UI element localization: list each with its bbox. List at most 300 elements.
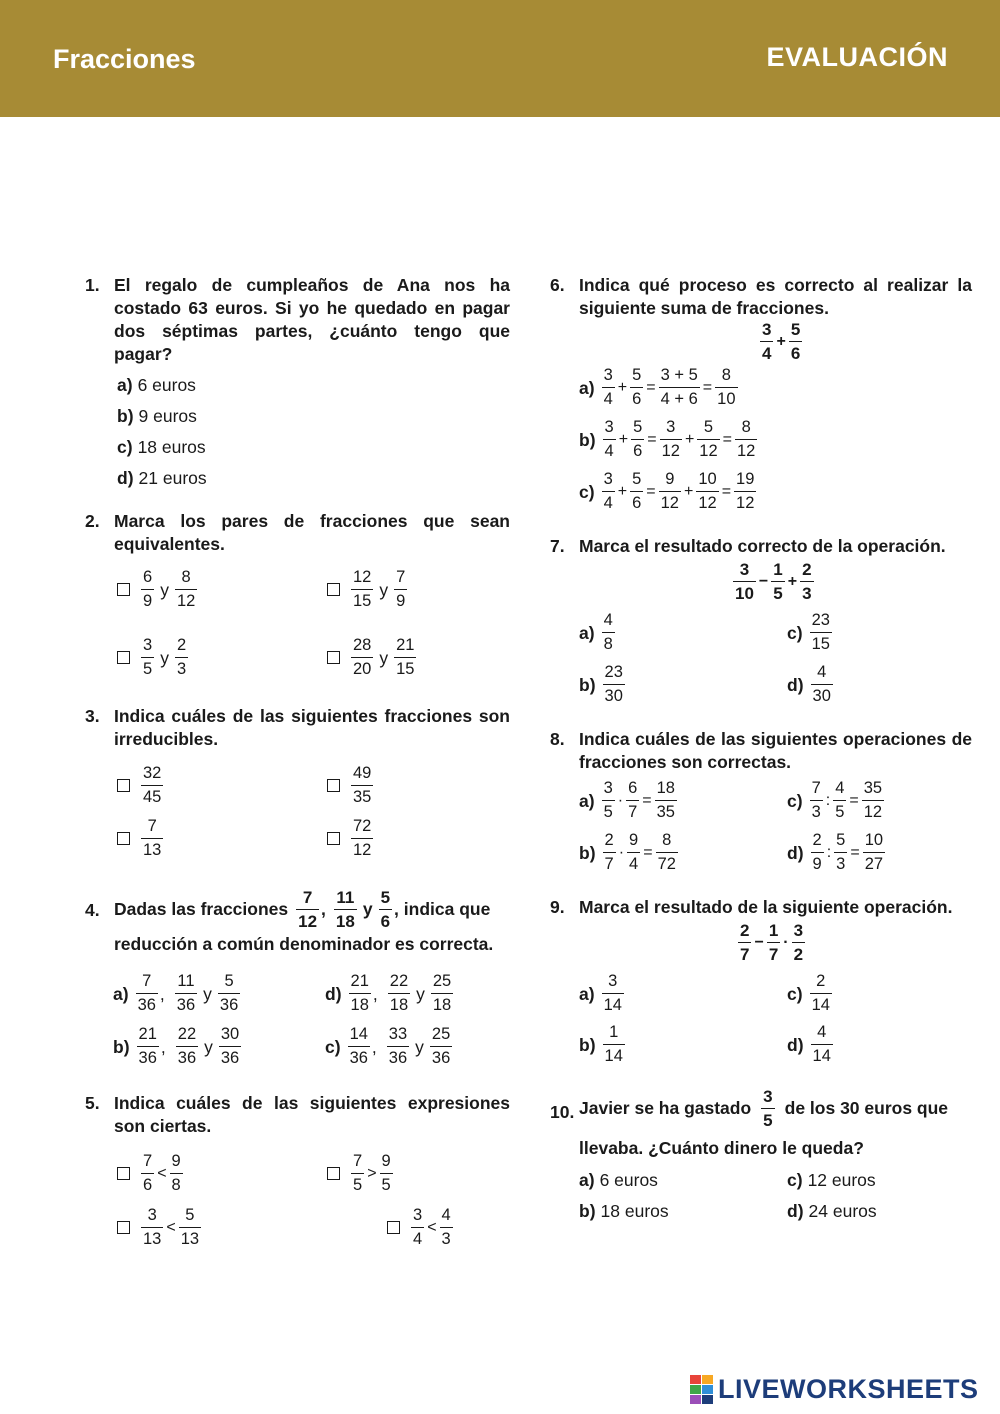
checkbox[interactable]: [327, 832, 340, 845]
denominator: 12: [698, 494, 717, 512]
option-text: 24 euros: [808, 1201, 877, 1221]
fraction-bar: [696, 491, 718, 492]
denominator: 13: [180, 1230, 200, 1248]
q1-option[interactable]: [117, 436, 206, 458]
conjunction: y: [204, 1036, 213, 1057]
numerator: 8: [662, 831, 672, 849]
numerator: 21: [396, 636, 415, 654]
logo-text: LIVEWORKSHEETS: [718, 1373, 979, 1404]
denominator: 36: [388, 1049, 408, 1067]
fraction-bar: [411, 1227, 424, 1228]
numerator: 5: [185, 1206, 195, 1224]
fraction-bar: [141, 657, 154, 658]
q10-option[interactable]: [787, 1200, 877, 1222]
numerator: 49: [353, 764, 372, 782]
operator: =: [647, 430, 657, 448]
question-number: 7.: [550, 536, 565, 556]
denominator: 2: [793, 945, 804, 964]
fraction-bar: [141, 838, 163, 839]
option-label: c): [579, 481, 595, 502]
fraction-bar: [141, 785, 163, 786]
fraction: [800, 560, 813, 603]
numerator: 3: [603, 366, 613, 384]
denominator: 6: [380, 912, 391, 931]
operator: >: [367, 1164, 377, 1182]
option-text: 18 euros: [600, 1201, 669, 1221]
fraction-bar: [660, 439, 682, 440]
question-text: Marca los pares de fracciones que sean equivalentes.: [114, 511, 510, 554]
checkbox[interactable]: [327, 779, 340, 792]
fraction: [792, 921, 805, 964]
q3-option[interactable]: [327, 764, 375, 807]
denominator: 18: [389, 996, 409, 1014]
q10-option[interactable]: [787, 1169, 876, 1191]
checkbox[interactable]: [117, 651, 130, 664]
q2-option[interactable]: [327, 636, 418, 679]
option-label: d): [117, 468, 134, 488]
option-label: d): [787, 1034, 804, 1055]
option-text: 21 euros: [138, 468, 207, 488]
checkbox[interactable]: [327, 583, 340, 596]
fraction: [394, 636, 416, 679]
fraction-bar: [296, 909, 319, 910]
operator: :: [825, 791, 831, 809]
q5-option[interactable]: [117, 1152, 185, 1195]
denominator: 4: [603, 390, 613, 408]
numerator: 2: [176, 636, 187, 654]
q8-option[interactable]: [787, 831, 887, 874]
option-label: b): [117, 406, 134, 426]
question-text: Indica cuáles de las siguientes fracciones son irreducibles.: [114, 706, 510, 749]
q5-option[interactable]: [327, 1152, 395, 1195]
option-label: c): [787, 622, 803, 643]
fraction: [602, 611, 615, 654]
q7-option[interactable]: [787, 611, 834, 654]
fraction: [137, 1025, 159, 1068]
q4-option[interactable]: [113, 972, 242, 1015]
question-number: 8.: [550, 729, 565, 749]
fraction: [394, 568, 407, 611]
fraction-bar: [833, 800, 846, 801]
fraction-bar: [715, 387, 737, 388]
numerator: 18: [656, 779, 675, 797]
numerator: 9: [381, 1152, 391, 1170]
option-label: d): [787, 1201, 804, 1221]
numerator: 5: [224, 972, 234, 990]
numerator: 25: [431, 1025, 451, 1043]
denominator: 36: [431, 1049, 451, 1067]
q8-option[interactable]: [787, 779, 886, 822]
numerator: 3: [793, 921, 804, 940]
option-label: a): [579, 790, 595, 811]
operator: :: [826, 843, 832, 861]
operator: −: [754, 933, 764, 951]
fraction-bar: [733, 581, 756, 582]
fraction-bar: [430, 1046, 452, 1047]
fraction: [175, 636, 188, 679]
fraction: [351, 817, 373, 860]
denominator: 36: [349, 1049, 368, 1067]
numerator: 1: [609, 1023, 619, 1041]
option-text: 6 euros: [137, 375, 196, 395]
q4-option[interactable]: [325, 972, 455, 1015]
fraction-bar: [394, 657, 416, 658]
fraction-bar: [602, 491, 615, 492]
question-number: 4.: [85, 900, 100, 920]
option-label: d): [787, 842, 804, 863]
checkbox[interactable]: [117, 779, 130, 792]
denominator: 35: [353, 788, 372, 806]
q3-option[interactable]: [117, 817, 165, 860]
question-number: 9.: [550, 897, 565, 917]
fraction-bar: [351, 1173, 364, 1174]
q9-option[interactable]: [787, 972, 834, 1015]
fraction: [810, 972, 832, 1015]
checkbox[interactable]: [117, 583, 130, 596]
fraction-bar: [810, 800, 823, 801]
denominator: 12: [699, 442, 718, 460]
q10-option[interactable]: [579, 1169, 658, 1191]
denominator: 18: [335, 912, 355, 931]
option-text: 18 euros: [137, 437, 206, 457]
logo-tile: [702, 1385, 713, 1394]
question-number: 3.: [85, 706, 100, 726]
question-text: Indica qué proceso es correcto al realizar la siguiente suma de fracciones.: [579, 275, 972, 318]
numerator: 4: [603, 611, 613, 629]
option-label: c): [325, 1036, 341, 1057]
option-label: d): [325, 983, 342, 1004]
fraction-bar: [631, 439, 644, 440]
numerator: 3: [147, 1206, 157, 1224]
fraction-bar: [603, 852, 616, 853]
numerator: 3: [413, 1206, 423, 1224]
fraction-bar: [349, 993, 371, 994]
numerator: 4: [441, 1206, 451, 1224]
fraction-bar: [697, 439, 719, 440]
q2-option[interactable]: [117, 636, 190, 679]
q8-option[interactable]: [579, 779, 679, 822]
numerator: 9: [629, 831, 639, 849]
fraction: [630, 470, 643, 513]
question-text: Marca el resultado de la siguiente operación.: [579, 897, 953, 917]
fraction: [767, 921, 780, 964]
fraction-bar: [394, 589, 407, 590]
numerator: 5: [790, 320, 801, 339]
q6-option-b[interactable]: [579, 418, 759, 461]
fraction: [179, 1206, 201, 1249]
operator: <: [166, 1218, 176, 1236]
fraction-bar: [141, 1173, 154, 1174]
denominator: 4 + 6: [660, 390, 698, 408]
operator: =: [646, 482, 656, 500]
fraction-bar: [735, 439, 757, 440]
fraction-bar: [659, 387, 700, 388]
conjunction: y: [415, 1036, 424, 1057]
numerator: 9: [171, 1152, 181, 1170]
numerator: 5: [632, 470, 642, 488]
q4-line1: [114, 888, 490, 931]
fraction-bar: [387, 1046, 409, 1047]
fraction-bar: [388, 993, 410, 994]
fraction-bar: [176, 1046, 198, 1047]
numerator: 3: [143, 636, 153, 654]
denominator: 15: [811, 635, 830, 653]
q9-option[interactable]: [787, 1023, 835, 1066]
denominator: 15: [353, 592, 372, 610]
numerator: 35: [863, 779, 883, 797]
checkbox[interactable]: [117, 1221, 130, 1234]
denominator: 36: [137, 996, 156, 1014]
fraction: [440, 1206, 453, 1249]
fraction: [351, 1152, 364, 1195]
question-text: Indica cuáles de las siguientes operaciones de fracciones son correctas.: [579, 729, 972, 772]
denominator: 13: [143, 841, 162, 859]
fraction-bar: [811, 852, 824, 853]
fraction-bar: [602, 632, 615, 633]
fraction-bar: [811, 684, 833, 685]
option-label: a): [579, 622, 595, 643]
denominator: 7: [628, 803, 638, 821]
numerator: 5: [633, 418, 643, 436]
denominator: 6: [632, 494, 642, 512]
fraction: [430, 1025, 452, 1068]
fraction-bar: [602, 800, 615, 801]
denominator: 14: [603, 996, 622, 1014]
conjunction: y: [379, 579, 389, 600]
q8-option[interactable]: [579, 831, 680, 874]
question-text: El regalo de cumpleaños de Ana nos ha costado 63 euros. Si yo he quedado en pagar dos séptimas partes, ¿cuánto tengo que pagar?: [114, 275, 510, 364]
numerator: 6: [628, 779, 638, 797]
operator: +: [618, 430, 629, 448]
denominator: 14: [811, 996, 830, 1014]
denominator: 10: [735, 584, 754, 603]
checkbox[interactable]: [117, 1167, 130, 1180]
denominator: 36: [176, 996, 196, 1014]
denominator: 14: [604, 1047, 623, 1065]
denominator: 7: [604, 855, 614, 873]
operator: ·: [618, 843, 625, 861]
numerator: 7: [147, 817, 157, 835]
fraction-bar: [219, 1046, 241, 1047]
fraction: [735, 418, 757, 461]
denominator: 5: [381, 1176, 391, 1194]
fraction-bar: [380, 1173, 393, 1174]
q4-option[interactable]: [325, 1025, 454, 1068]
q6-option-c[interactable]: [579, 470, 758, 513]
fraction-bar: [734, 491, 756, 492]
fraction-bar: [630, 387, 643, 388]
denominator: 8: [171, 1176, 181, 1194]
denominator: 14: [812, 1047, 831, 1065]
numerator: 4: [817, 663, 827, 681]
q9-option[interactable]: [579, 972, 626, 1015]
numerator: 33: [388, 1025, 408, 1043]
numerator: 12: [353, 568, 372, 586]
numerator: 5: [703, 418, 714, 436]
fraction: [833, 779, 846, 822]
fraction: [771, 560, 784, 603]
q7-option[interactable]: [579, 663, 627, 706]
option-label: c): [117, 437, 133, 457]
fraction-bar: [655, 800, 677, 801]
fraction: [218, 972, 240, 1015]
numerator: 7: [302, 888, 313, 907]
denominator: 4: [603, 494, 613, 512]
question-text: Javier se ha gastado: [579, 1098, 752, 1118]
fraction-bar: [170, 1173, 183, 1174]
denominator: 4: [604, 442, 614, 460]
numerator: 1: [768, 921, 779, 940]
comma: ,: [371, 1036, 377, 1057]
fraction: [603, 831, 616, 874]
operator: +: [684, 430, 695, 448]
option-label: a): [579, 983, 595, 1004]
fraction-bar: [141, 1227, 163, 1228]
q3-option[interactable]: [117, 764, 165, 807]
numerator: 3: [608, 972, 618, 990]
numerator: 30: [220, 1025, 240, 1043]
denominator: 36: [177, 1049, 197, 1067]
fraction-bar: [627, 852, 640, 853]
checkbox[interactable]: [387, 1221, 400, 1234]
q10-option[interactable]: [579, 1200, 669, 1222]
q1-option[interactable]: [117, 405, 197, 427]
question-text-line2: llevaba. ¿Cuánto dinero le queda?: [579, 1138, 864, 1158]
fraction: [170, 1152, 183, 1195]
denominator: 3: [176, 660, 187, 678]
operator: =: [721, 482, 732, 500]
fraction-bar: [175, 993, 197, 994]
numerator: 5: [632, 366, 642, 384]
denominator: 12: [660, 494, 679, 512]
option-text: 6 euros: [599, 1170, 658, 1190]
fraction: [811, 1023, 833, 1066]
denominator: 12: [737, 442, 756, 460]
q5-option[interactable]: [387, 1206, 455, 1249]
fraction: [789, 320, 802, 363]
fraction-bar: [137, 1046, 159, 1047]
denominator: 18: [432, 996, 452, 1014]
fraction: [862, 779, 884, 822]
operator: +: [683, 482, 694, 500]
q9-option[interactable]: [579, 1023, 627, 1066]
numerator: 3: [603, 470, 613, 488]
fraction: [863, 831, 885, 874]
question-text-line2: reducción a común denominador es correcta.: [114, 934, 494, 954]
operator: =: [849, 791, 859, 809]
fraction: [761, 1087, 774, 1130]
numerator: 3 + 5: [660, 366, 698, 384]
denominator: 10: [717, 390, 736, 408]
q1-option[interactable]: [117, 374, 196, 396]
q6-option-a[interactable]: [579, 366, 740, 409]
fraction: [175, 568, 197, 611]
q7-option[interactable]: [579, 611, 617, 654]
numerator: 7: [143, 1152, 153, 1170]
question-text: de los 30 euros que: [784, 1098, 949, 1118]
denominator: 13: [143, 1230, 162, 1248]
comma: ,: [372, 983, 378, 1004]
denominator: 5: [773, 584, 783, 603]
numerator: 2: [816, 972, 826, 990]
fraction: [602, 470, 615, 513]
option-label: b): [579, 1201, 596, 1221]
fraction: [141, 636, 154, 679]
denominator: 72: [657, 855, 676, 873]
fraction: [656, 831, 678, 874]
fraction: [141, 1152, 154, 1195]
numerator: 7: [811, 779, 821, 797]
fraction: [219, 1025, 241, 1068]
numerator: 23: [811, 611, 830, 629]
numerator: 2: [604, 831, 614, 849]
fraction-bar: [175, 657, 188, 658]
q10-line1: [579, 1087, 948, 1130]
checkbox[interactable]: [117, 832, 130, 845]
fraction-bar: [334, 909, 357, 910]
q4-option[interactable]: [113, 1025, 243, 1068]
fraction: [733, 560, 756, 603]
option-label: b): [113, 1036, 130, 1057]
denominator: 9: [396, 592, 406, 610]
operator: +: [776, 332, 786, 350]
numerator: 9: [665, 470, 675, 488]
denominator: 5: [835, 803, 845, 821]
conjunction: y: [160, 579, 169, 600]
q5-option[interactable]: [117, 1206, 203, 1249]
question-number: 1.: [85, 275, 100, 295]
fraction-bar: [603, 684, 625, 685]
fraction: [296, 888, 319, 931]
question-text: , indica que: [394, 899, 491, 919]
fraction-bar: [863, 852, 885, 853]
fraction-bar: [656, 852, 678, 853]
q7-option[interactable]: [787, 663, 835, 706]
checkbox[interactable]: [327, 1167, 340, 1180]
fraction-bar: [834, 852, 847, 853]
numerator: 2: [740, 921, 750, 940]
q1-option[interactable]: [117, 467, 207, 489]
question-number: 6.: [550, 275, 565, 295]
conjunction: y: [160, 647, 169, 668]
fraction: [348, 1025, 370, 1068]
fraction-bar: [862, 800, 884, 801]
option-label: a): [579, 377, 595, 398]
fraction: [388, 972, 410, 1015]
fraction: [697, 418, 719, 461]
q7-expression: [731, 560, 816, 603]
denominator: 4: [762, 344, 772, 363]
q2-option[interactable]: [327, 568, 409, 611]
checkbox[interactable]: [327, 651, 340, 664]
comma: ,: [321, 899, 326, 919]
fraction-bar: [179, 1227, 201, 1228]
denominator: 36: [220, 1049, 240, 1067]
operator: ·: [617, 791, 624, 809]
fraction-bar: [602, 993, 624, 994]
fraction: [334, 888, 357, 931]
fraction: [349, 972, 371, 1015]
denominator: 9: [143, 592, 153, 610]
operator: +: [617, 482, 628, 500]
q3-option[interactable]: [327, 817, 375, 860]
q2-option[interactable]: [117, 568, 199, 611]
denominator: 36: [219, 996, 239, 1014]
operator: =: [722, 430, 732, 448]
fraction-bar: [351, 838, 373, 839]
fraction: [602, 366, 615, 409]
question-number: 5.: [85, 1093, 100, 1113]
